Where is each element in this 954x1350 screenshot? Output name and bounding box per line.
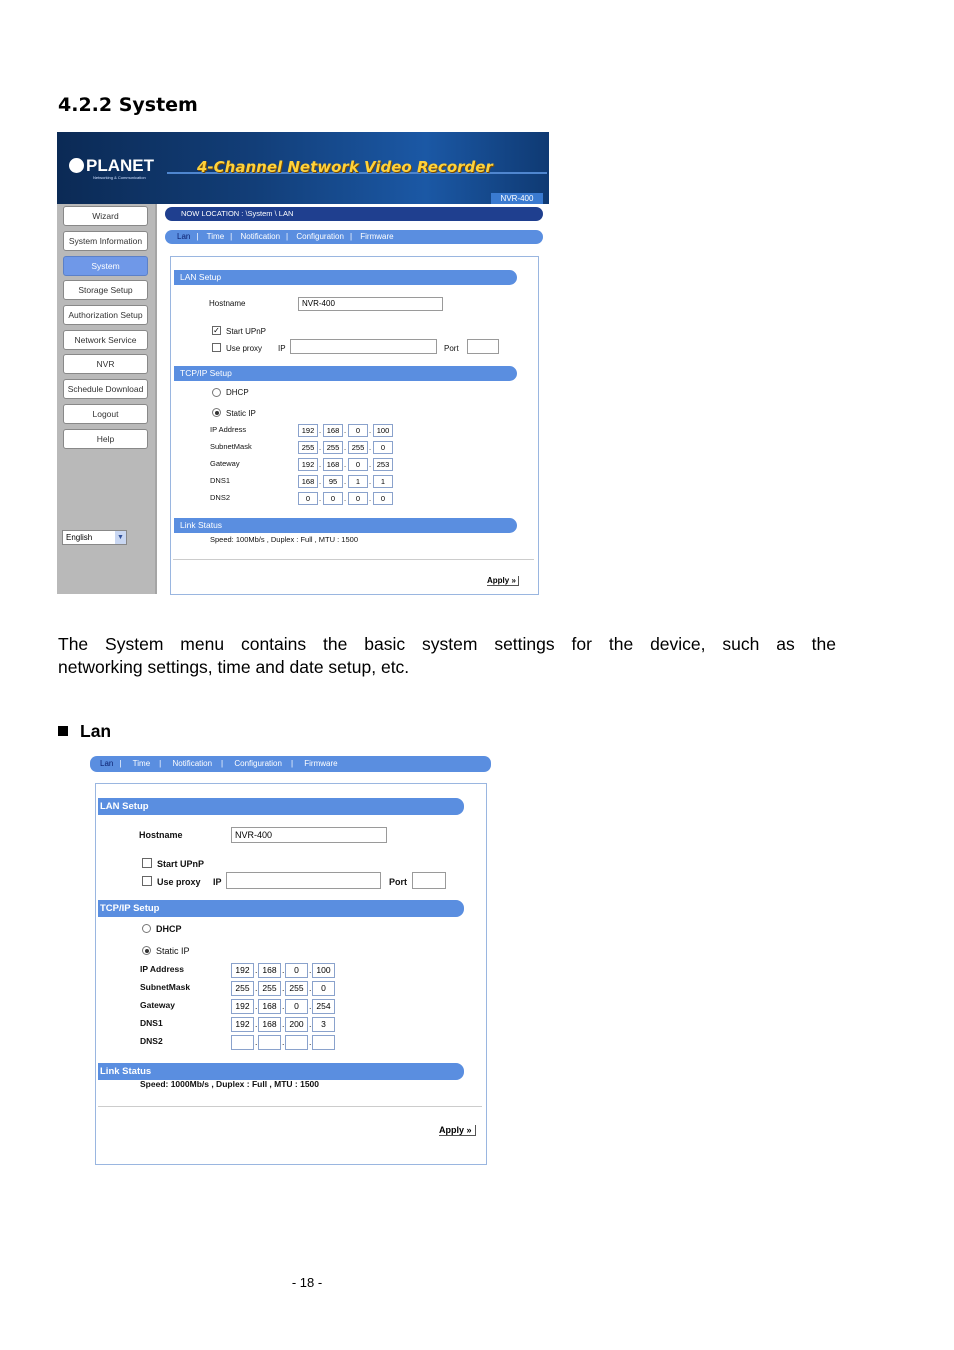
octet-separator: . [369, 443, 372, 452]
ip-octet-input[interactable]: 0 [323, 492, 343, 505]
ip-octet-input[interactable]: 255 [258, 981, 281, 996]
ip-octet-input[interactable]: 168 [258, 1017, 281, 1032]
field-label: DNS1 [210, 476, 231, 485]
bullet-lan: Lan [58, 721, 111, 742]
ip-octet-input[interactable]: 254 [312, 999, 335, 1014]
section-title: 4.2.2 System [58, 94, 198, 116]
ip-octet-input[interactable]: 168 [258, 963, 281, 978]
ip-octet-input[interactable] [312, 1035, 335, 1050]
octet-separator: . [255, 1019, 258, 1029]
octet-separator: . [319, 426, 322, 435]
tab-lan[interactable]: Lan [100, 759, 114, 768]
sidebar-item-help[interactable]: Help [63, 429, 148, 449]
ip-octet-input[interactable]: 168 [323, 458, 343, 471]
proxy-port-input[interactable] [412, 872, 446, 889]
dhcp-label: DHCP [226, 388, 249, 397]
ip-octet-input[interactable]: 0 [373, 492, 393, 505]
field-label: DNS2 [140, 1036, 163, 1046]
tab-firmware[interactable]: Firmware [304, 759, 338, 768]
octet-separator: . [369, 460, 372, 469]
ip-octet-input[interactable]: 0 [312, 981, 335, 996]
tab-configuration[interactable]: Configuration [296, 232, 344, 241]
sidebar-item-authorization-setup[interactable]: Authorization Setup [63, 305, 148, 325]
field-label: DNS2 [210, 493, 231, 502]
start-upnp-label: Start UPnP [157, 859, 205, 869]
octet-separator: . [282, 965, 285, 975]
ip-octet-input[interactable]: 192 [231, 1017, 254, 1032]
sidebar-item-wizard[interactable]: Wizard [63, 206, 148, 226]
ip-octet-input[interactable]: 1 [348, 475, 368, 488]
static-ip-radio[interactable] [212, 408, 221, 417]
use-proxy-checkbox[interactable] [212, 343, 221, 352]
octet-separator: . [309, 1037, 312, 1047]
start-upnp-label: Start UPnP [226, 327, 267, 336]
divider [98, 1106, 482, 1107]
sidebar-item-system-information[interactable]: System Information [63, 231, 148, 251]
proxy-port-input[interactable] [467, 339, 499, 354]
octet-separator: . [319, 477, 322, 486]
ip-octet-input[interactable]: 255 [285, 981, 308, 996]
ip-octet-input[interactable]: 255 [323, 441, 343, 454]
dhcp-radio[interactable] [212, 388, 221, 397]
lan-panel-detail [95, 783, 487, 1165]
use-proxy-label: Use proxy [157, 877, 201, 887]
ip-octet-input[interactable]: 100 [312, 963, 335, 978]
octet-separator: . [255, 1001, 258, 1011]
proxy-ip-label: IP [213, 877, 222, 887]
sidebar-item-schedule-download[interactable]: Schedule Download [63, 379, 148, 399]
banner-title: 4-Channel Network Video Recorder [197, 158, 493, 176]
ip-octet-input[interactable]: 192 [298, 424, 318, 437]
hostname-input[interactable]: NVR-400 [298, 297, 443, 311]
ip-octet-input[interactable]: 192 [298, 458, 318, 471]
lan-setup-header: LAN Setup [98, 798, 464, 815]
use-proxy-checkbox[interactable] [142, 876, 152, 886]
octet-separator: . [309, 983, 312, 993]
octet-separator: . [369, 426, 372, 435]
paragraph-line-1: The System menu contains the basic system settings for the device, such as the [58, 634, 836, 654]
ip-octet-input[interactable] [231, 1035, 254, 1050]
ip-octet-input[interactable]: 192 [231, 963, 254, 978]
octet-separator: . [344, 460, 347, 469]
field-label: DNS1 [140, 1018, 163, 1028]
hostname-label: Hostname [209, 299, 246, 308]
apply-button[interactable]: Apply » [439, 1125, 476, 1136]
octet-separator: . [344, 426, 347, 435]
octet-separator: . [344, 494, 347, 503]
ip-octet-input[interactable]: 0 [285, 999, 308, 1014]
hostname-input[interactable]: NVR-400 [231, 827, 387, 843]
lan-tab-bar: Lan | Time | Notification | Configuration | Firmware [90, 756, 491, 772]
ip-octet-input[interactable]: 253 [373, 458, 393, 471]
octet-separator: . [309, 1019, 312, 1029]
logo-subtitle: Networking & Communication [93, 175, 146, 180]
static-ip-label: Static IP [156, 946, 190, 956]
proxy-port-label: Port [389, 877, 407, 887]
hostname-label: Hostname [139, 830, 183, 840]
sidebar-item-logout[interactable]: Logout [63, 404, 148, 424]
ip-octet-input[interactable] [285, 1035, 308, 1050]
link-info: Speed: 1000Mb/s , Duplex : Full , MTU : 1500 [140, 1079, 320, 1089]
tab-lan[interactable]: Lan [177, 232, 191, 241]
chevron-down-icon: ▼ [115, 531, 126, 544]
octet-separator: . [319, 443, 322, 452]
proxy-port-label: Port [444, 344, 459, 353]
ip-octet-input[interactable]: 192 [231, 999, 254, 1014]
sidebar-item-storage-setup[interactable]: Storage Setup [63, 280, 148, 300]
static-ip-label: Static IP [226, 409, 256, 418]
field-label: Gateway [210, 459, 240, 468]
ip-octet-input[interactable]: 255 [298, 441, 318, 454]
ip-octet-input[interactable]: 3 [312, 1017, 335, 1032]
ip-octet-input[interactable]: 95 [323, 475, 343, 488]
ip-octet-input[interactable]: 255 [231, 981, 254, 996]
ip-octet-input[interactable]: 255 [348, 441, 368, 454]
link-status-header: Link Status [98, 1063, 464, 1080]
banner [57, 132, 549, 204]
tab-bar: Lan | Time | Notification | Configuration | Firmware [165, 230, 543, 244]
start-upnp-checkbox[interactable] [142, 858, 152, 868]
divider [173, 559, 534, 560]
dhcp-radio[interactable] [142, 924, 151, 933]
sidebar-item-system[interactable]: System [63, 256, 148, 276]
ip-octet-input[interactable]: 0 [298, 492, 318, 505]
planet-logo: PLANET [69, 156, 154, 176]
page-number: - 18 - [291, 1275, 323, 1290]
sidebar-item-nvr[interactable]: NVR [63, 354, 148, 374]
lan-panel [170, 256, 539, 595]
ip-octet-input[interactable]: 168 [323, 424, 343, 437]
proxy-ip-input[interactable] [226, 872, 381, 889]
model-badge: NVR-400 [491, 193, 543, 204]
ip-octet-input[interactable]: 1 [373, 475, 393, 488]
proxy-ip-input[interactable] [290, 339, 437, 354]
proxy-ip-label: IP [278, 344, 286, 353]
octet-separator: . [282, 1001, 285, 1011]
bullet-square-icon [58, 726, 68, 736]
tab-notification[interactable]: Notification [172, 759, 213, 768]
location-bar: NOW LOCATION : \System \ LAN [165, 207, 543, 221]
use-proxy-label: Use proxy [226, 344, 263, 353]
link-info: Speed: 100Mb/s , Duplex : Full , MTU : 1500 [210, 535, 358, 544]
ip-octet-input[interactable]: 0 [348, 424, 368, 437]
ip-octet-input[interactable]: 168 [258, 999, 281, 1014]
ip-octet-input[interactable]: 0 [348, 492, 368, 505]
tcpip-setup-header: TCP/IP Setup [98, 900, 464, 917]
octet-separator: . [309, 1001, 312, 1011]
octet-separator: . [255, 983, 258, 993]
octet-separator: . [344, 443, 347, 452]
octet-separator: . [309, 965, 312, 975]
logo-globe-icon [69, 158, 84, 173]
field-label: Gateway [140, 1000, 175, 1010]
octet-separator: . [369, 494, 372, 503]
field-label: IP Address [210, 425, 247, 434]
octet-separator: . [255, 965, 258, 975]
nvr-screenshot-system [57, 132, 549, 594]
link-status-header: Link Status [174, 518, 517, 533]
lan-setup-header: LAN Setup [174, 270, 517, 285]
static-ip-radio[interactable] [142, 946, 151, 955]
octet-separator: . [282, 1037, 285, 1047]
tab-notification[interactable]: Notification [240, 232, 281, 241]
field-label: SubnetMask [210, 442, 252, 451]
ip-octet-input[interactable]: 168 [298, 475, 318, 488]
ip-octet-input[interactable]: 0 [373, 441, 393, 454]
field-label: SubnetMask [140, 982, 191, 992]
sidebar-item-network-service[interactable]: Network Service [63, 330, 148, 350]
tab-time[interactable]: Time [206, 232, 225, 241]
start-upnp-checkbox[interactable]: ✓ [213, 326, 220, 335]
dhcp-label: DHCP [156, 924, 182, 934]
tab-firmware[interactable]: Firmware [360, 232, 394, 241]
octet-separator: . [319, 460, 322, 469]
ip-octet-input[interactable]: 0 [348, 458, 368, 471]
description-paragraph [58, 633, 836, 679]
ip-octet-input[interactable]: 100 [373, 424, 393, 437]
octet-separator: . [344, 477, 347, 486]
tcpip-setup-header: TCP/IP Setup [174, 366, 517, 381]
ip-octet-input[interactable]: 200 [285, 1017, 308, 1032]
tab-time[interactable]: Time [132, 759, 151, 768]
ip-octet-input[interactable] [258, 1035, 281, 1050]
sidebar [57, 204, 157, 594]
octet-separator: . [282, 1019, 285, 1029]
octet-separator: . [255, 1037, 258, 1047]
tab-configuration[interactable]: Configuration [234, 759, 282, 768]
paragraph-line-2: networking settings, time and date setup, etc. [58, 657, 410, 677]
octet-separator: . [319, 494, 322, 503]
field-label: IP Address [140, 964, 184, 974]
language-select[interactable]: English ▼ [62, 530, 127, 545]
ip-octet-input[interactable]: 0 [285, 963, 308, 978]
octet-separator: . [282, 983, 285, 993]
octet-separator: . [369, 477, 372, 486]
apply-button[interactable]: Apply » [487, 576, 519, 586]
